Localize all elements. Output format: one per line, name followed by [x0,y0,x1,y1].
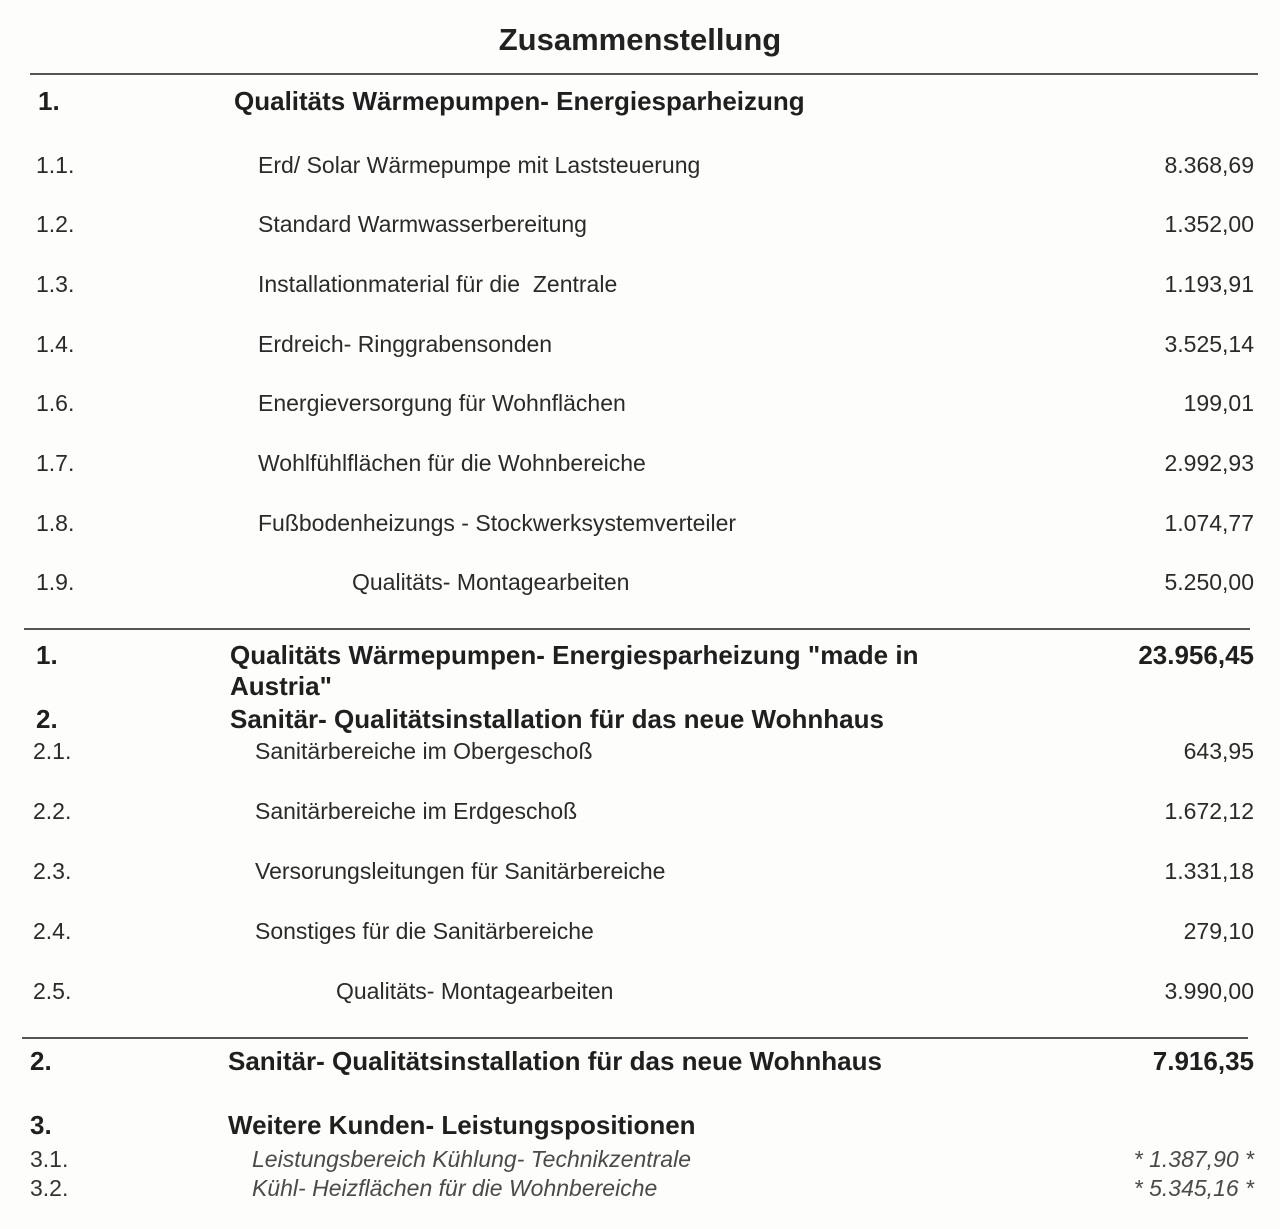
line-item [0,331,1280,367]
section-title: Weitere Kunden- Leistungspositionen [228,1110,696,1140]
line-item [0,510,1280,546]
item-amount: 1.074,77 [1164,510,1254,536]
item-amount: 279,10 [1183,918,1254,944]
item-amount: 5.250,00 [1164,569,1254,595]
line-item [0,918,1280,954]
item-description: Qualitäts- Montagearbeiten [352,569,630,595]
item-amount: 643,95 [1183,738,1254,764]
item-description: Energieversorgung für Wohnflächen [258,390,626,416]
item-description: Erd/ Solar Wärmepumpe mit Laststeuerung [258,152,701,178]
section-2-heading [0,704,1280,740]
item-number: 1.2. [36,211,75,237]
item-description: Kühl- Heizflächen für die Wohnbereiche [252,1175,658,1201]
item-number: 1.6. [36,390,75,416]
item-number: 1.9. [36,569,75,595]
item-number: 1.3. [36,271,75,297]
item-description: Sanitärbereiche im Erdgeschoß [255,798,578,824]
item-number: 3.2. [30,1175,69,1201]
line-item [0,858,1280,894]
item-amount: 1.352,00 [1164,211,1254,237]
item-number: 1.7. [36,450,75,476]
title-rule [30,73,1258,75]
item-amount: 199,01 [1183,390,1254,416]
line-item [0,390,1280,426]
section-2-rule [22,1037,1248,1039]
section-title: Qualitäts Wärmepumpen- Energiesparheizung [234,86,805,116]
item-description: Standard Warmwasserbereitung [258,211,587,237]
line-item [0,738,1280,774]
total-number: 2. [30,1046,52,1076]
item-number: 1.4. [36,331,75,357]
line-item [0,271,1280,307]
item-amount: * 5.345,16 * [1133,1175,1254,1201]
item-amount: 1.193,91 [1164,271,1254,297]
total-amount: 23.956,45 [1138,640,1254,670]
item-description: Sanitärbereiche im Obergeschoß [255,738,593,764]
section-1-total [0,638,1280,704]
item-amount: 2.992,93 [1164,450,1254,476]
item-amount: 3.525,14 [1164,331,1254,357]
item-description: Leistungsbereich Kühlung- Technikzentrale [252,1146,691,1172]
item-amount: 1.331,18 [1164,858,1254,884]
item-description: Sonstiges für die Sanitärbereiche [255,918,594,944]
line-item [0,978,1280,1014]
item-number: 2.2. [33,798,72,824]
item-amount: 8.368,69 [1164,152,1254,178]
item-description: Installationmaterial für die Zentrale [258,271,618,297]
section-number: 3. [30,1110,52,1140]
item-number: 2.1. [33,738,72,764]
item-description: Erdreich- Ringgrabensonden [258,331,553,357]
line-item [0,211,1280,247]
item-amount: * 1.387,90 * [1133,1146,1254,1172]
item-number: 2.3. [33,858,72,884]
section-2-total [0,1046,1280,1082]
total-amount: 7.916,35 [1152,1046,1254,1076]
item-amount: 3.990,00 [1164,978,1254,1004]
item-description: Wohlfühlflächen für die Wohnbereiche [258,450,646,476]
item-number: 2.4. [33,918,72,944]
section-1-heading [0,86,1280,122]
item-number: 3.1. [30,1146,69,1172]
section-number: 2. [36,704,58,734]
page-title: Zusammenstellung [498,22,782,57]
item-number: 2.5. [33,978,72,1004]
line-item [0,569,1280,605]
line-item [0,1146,1280,1174]
item-description: Qualitäts- Montagearbeiten [336,978,614,1004]
item-number: 1.8. [36,510,75,536]
line-item [0,450,1280,486]
total-description: Sanitär- Qualitätsinstallation für das neue Wohnhaus [228,1046,882,1076]
section-number: 1. [38,86,60,116]
section-title: Sanitär- Qualitätsinstallation für das neue Wohnhaus [230,704,884,734]
item-number: 1.1. [36,152,75,178]
total-description: Qualitäts Wärmepumpen- Energiesparheizung "made in Austria" [230,640,919,701]
item-description: Fußbodenheizungs - Stockwerksystemverteiler [258,510,737,536]
line-item [0,798,1280,834]
section-1-rule [24,628,1250,630]
line-item [0,1175,1280,1203]
item-description: Versorungsleitungen für Sanitärbereiche [255,858,666,884]
item-amount: 1.672,12 [1164,798,1254,824]
total-number: 1. [36,640,58,670]
line-item [0,152,1280,188]
section-3-heading [0,1110,1280,1146]
